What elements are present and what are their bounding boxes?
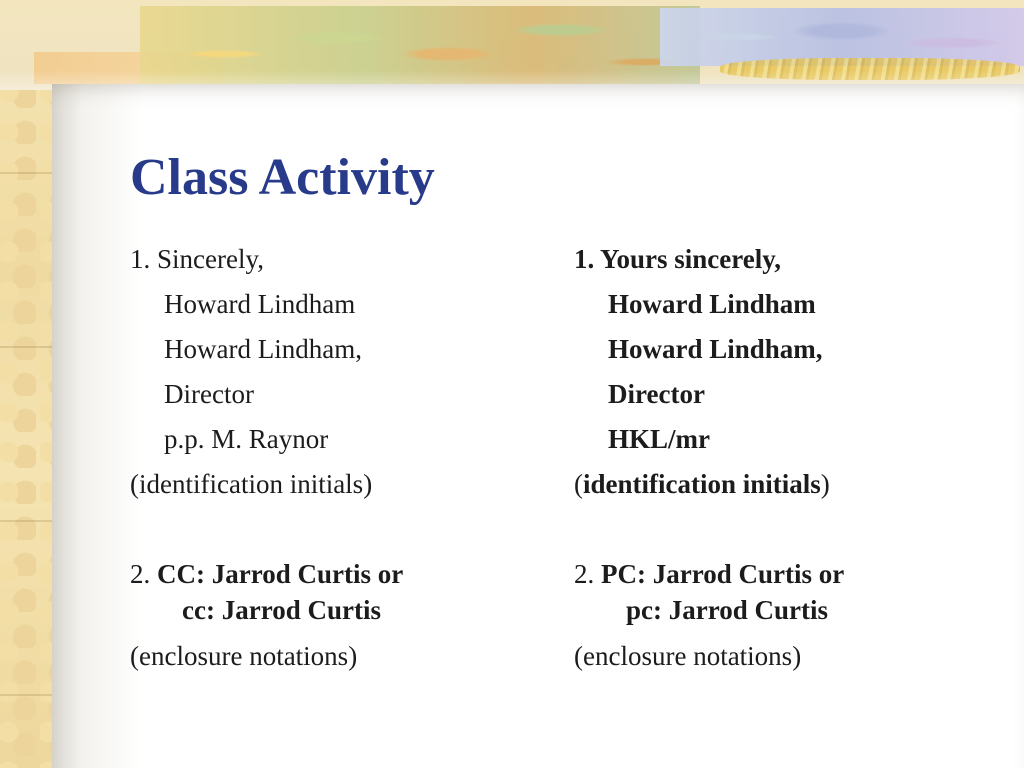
left-item2-line2: cc: Jarrod Curtis [182, 595, 381, 625]
right-item2-line2: pc: Jarrod Curtis [626, 595, 828, 625]
right-item2-caption: (enclosure notations) [574, 641, 802, 671]
left-initials: p.p. M. Raynor [164, 424, 329, 454]
left-name-line-1: Howard Lindham [164, 289, 356, 319]
left-item2-caption: (enclosure notations) [130, 641, 358, 671]
right-item1-closing: 1. Yours sincerely, [574, 244, 781, 274]
left-position: Director [164, 379, 254, 409]
right-initials: HKL/mr [608, 424, 710, 454]
left-item1-caption: (identification initials) [130, 469, 373, 499]
right-item1-caption: (identification initials) [574, 469, 830, 499]
left-name-line-2: Howard Lindham, [164, 334, 362, 364]
left-item2-line1: 2. CC: Jarrod Curtis or [130, 559, 404, 589]
slide-title: Class Activity [130, 149, 435, 206]
right-item2-line1: 2. PC: Jarrod Curtis or [574, 559, 845, 589]
decorative-banner [0, 0, 1024, 90]
right-column [574, 242, 994, 684]
left-column [130, 242, 550, 684]
right-name-line-2: Howard Lindham, [608, 334, 823, 364]
right-name-line-1: Howard Lindham [608, 289, 816, 319]
left-item1-closing: 1. Sincerely, [130, 244, 264, 274]
right-position: Director [608, 379, 705, 409]
